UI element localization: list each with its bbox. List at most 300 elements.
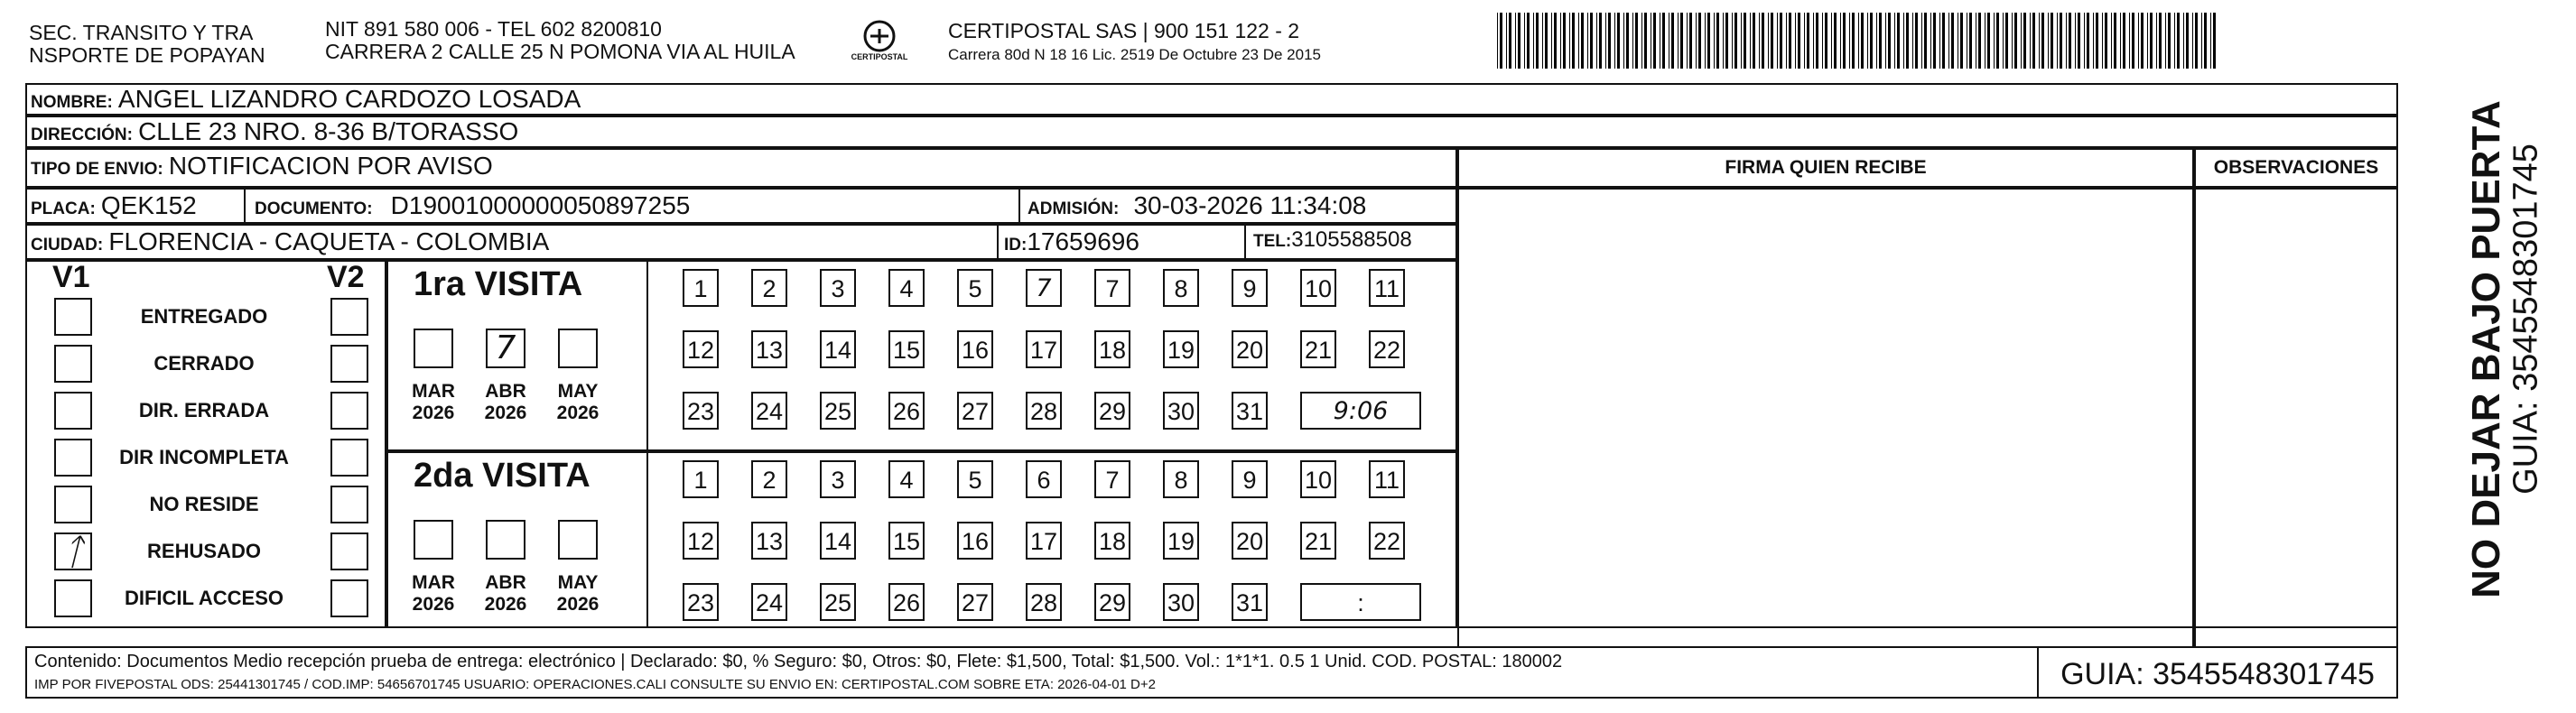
- barcode-bar: [1497, 13, 1498, 69]
- barcode-bar: [2039, 13, 2040, 69]
- barcode-bar: [1551, 13, 1552, 69]
- day-box[interactable]: 21: [1300, 522, 1336, 560]
- barcode-bar: [1641, 13, 1642, 69]
- barcode-bar: [1723, 13, 1724, 69]
- barcode-bar: [1569, 13, 1570, 69]
- certipostal-logo: [843, 16, 916, 70]
- doc-field: [255, 191, 690, 220]
- carrier-line: CERTIPOSTAL SAS | 900 151 122 - 2: [948, 19, 1300, 42]
- barcode-bar: [1500, 13, 1502, 69]
- barcode-bar: [1978, 13, 1981, 69]
- day-box[interactable]: 2: [751, 460, 787, 498]
- barcode-bar: [1744, 13, 1746, 69]
- barcode-bar: [1888, 13, 1891, 69]
- barcode-bar: [2168, 13, 2171, 69]
- barcode-bar: [1807, 13, 1809, 69]
- v1-checkbox[interactable]: [54, 392, 92, 430]
- barcode-bar: [1536, 13, 1539, 69]
- barcode-bar: [1822, 13, 1823, 69]
- month-name: ABR: [485, 381, 526, 402]
- barcode-bar: [1861, 13, 1864, 69]
- day-box[interactable]: 17: [1026, 330, 1062, 368]
- plate-field: [31, 191, 197, 220]
- barcode-bar: [1705, 13, 1706, 69]
- day-box[interactable]: 22: [1369, 330, 1405, 368]
- day-box[interactable]: 21: [1300, 330, 1336, 368]
- barcode-bar: [1506, 13, 1507, 69]
- v2-checkbox[interactable]: [330, 392, 368, 430]
- address-field: [31, 117, 518, 146]
- status-label: DIR. ERRADA: [138, 399, 270, 421]
- day-box[interactable]: 25: [820, 392, 856, 430]
- barcode-bar: [1795, 13, 1796, 69]
- sender-contact: [325, 18, 795, 63]
- barcode-bar: [2111, 13, 2112, 69]
- barcode-bar: [1876, 13, 1877, 69]
- barcode-bar: [1885, 13, 1886, 69]
- sender-name: [29, 22, 265, 67]
- v2-checkbox[interactable]: [330, 486, 368, 523]
- status-label: DIFICIL ACCESO: [124, 587, 284, 609]
- barcode-bar: [2030, 13, 2031, 69]
- barcode-bar: [2105, 13, 2107, 69]
- barcode-bar: [1771, 13, 1773, 69]
- day-box[interactable]: 28: [1026, 392, 1062, 430]
- month-year: 2026: [556, 594, 600, 615]
- barcode-bar: [1852, 13, 1855, 69]
- day-box[interactable]: 7: [1026, 269, 1062, 307]
- barcode-bar: [1750, 13, 1751, 69]
- barcode-bar: [1786, 13, 1787, 69]
- doc-label: DOCUMENTO:: [255, 199, 373, 218]
- footer-guia: GUIA: 3545548301745: [2060, 657, 2375, 691]
- day-box[interactable]: 20: [1232, 522, 1268, 560]
- day-box[interactable]: 23: [683, 392, 719, 430]
- barcode-bar: [1912, 13, 1913, 69]
- barcode-bar: [1951, 13, 1954, 69]
- month-checkbox[interactable]: [558, 520, 598, 560]
- barcode-bar: [2129, 13, 2130, 69]
- barcode-bar: [1732, 13, 1733, 69]
- month-year: 2026: [556, 403, 600, 423]
- month-year: 2026: [412, 594, 455, 615]
- barcode-bar: [1527, 13, 1530, 69]
- month-label: [551, 381, 605, 424]
- barcode-bar: [1587, 13, 1588, 69]
- day-box[interactable]: 17: [1026, 522, 1062, 560]
- barcode-bar: [1572, 13, 1575, 69]
- barcode-bar: [1632, 13, 1633, 69]
- day-box[interactable]: 7: [1094, 460, 1130, 498]
- barcode-bar: [2150, 13, 2153, 69]
- day-box[interactable]: 18: [1094, 330, 1130, 368]
- barcode-bar: [1924, 13, 1927, 69]
- day-box[interactable]: 18: [1094, 522, 1130, 560]
- v2-checkbox[interactable]: [330, 298, 368, 336]
- barcode-bar: [2138, 13, 2139, 69]
- day-box[interactable]: 19: [1163, 522, 1199, 560]
- name-field: [31, 85, 581, 114]
- footer-content: Contenido: Documentos Medio recepción prueba de entrega: electrónico | Declarado: $0, % Seguro: $0, Otros: $0, Flete: $1,500, Total: $1,500. Vol.: 1*1*1. 0.5 1 Unid. COD. POSTAL: 180002: [34, 652, 1563, 671]
- day-box[interactable]: 29: [1094, 583, 1130, 621]
- status-label: ENTREGADO: [140, 305, 268, 328]
- doc-value: D19001000000050897255: [390, 191, 691, 219]
- day-box[interactable]: 30: [1163, 583, 1199, 621]
- v2-checkbox[interactable]: [330, 439, 368, 477]
- day-box[interactable]: 11: [1369, 460, 1405, 498]
- barcode-bar: [2132, 13, 2134, 69]
- barcode-bar: [2014, 13, 2017, 69]
- signature-area[interactable]: [1457, 188, 2194, 646]
- barcode-bar: [2114, 13, 2116, 69]
- barcode-bar: [1687, 13, 1688, 69]
- day-box[interactable]: 3: [820, 460, 856, 498]
- address-label: DIRECCIÓN:: [31, 125, 133, 144]
- month-name: MAR: [412, 572, 455, 593]
- barcode-bar: [1915, 13, 1918, 69]
- barcode-bar: [2060, 13, 2062, 69]
- day-box[interactable]: 24: [751, 392, 787, 430]
- day-box[interactable]: 4: [888, 269, 925, 307]
- barcode-bar: [1825, 13, 1827, 69]
- day-box[interactable]: 5: [957, 460, 993, 498]
- name-label: NOMBRE:: [31, 93, 113, 112]
- side-note: [2409, 83, 2571, 628]
- barcode-bar: [1542, 13, 1543, 69]
- barcode-bar: [1894, 13, 1895, 69]
- signature-header: FIRMA QUIEN RECIBE: [1725, 157, 1927, 178]
- logo-icon: [843, 16, 916, 70]
- day-box[interactable]: 30: [1163, 392, 1199, 430]
- barcode-bar: [2003, 13, 2004, 69]
- day-box[interactable]: 2: [751, 269, 787, 307]
- day-box[interactable]: 13: [751, 330, 787, 368]
- month-year: 2026: [484, 403, 527, 423]
- barcode-bar: [1933, 13, 1936, 69]
- barcode-bar: [2186, 13, 2189, 69]
- barcode-bar: [2096, 13, 2098, 69]
- barcode-bar: [2141, 13, 2144, 69]
- barcode-bar: [1867, 13, 1868, 69]
- day-box[interactable]: 31: [1232, 583, 1268, 621]
- barcode-bar: [2069, 13, 2071, 69]
- barcode-bar: [1696, 13, 1697, 69]
- month-name: MAR: [412, 381, 455, 402]
- day-box[interactable]: 1: [683, 460, 719, 498]
- v2-checkbox[interactable]: [330, 532, 368, 570]
- city-value: FLORENCIA - CAQUETA - COLOMBIA: [108, 227, 550, 255]
- status-label: DIR INCOMPLETA: [119, 446, 289, 468]
- barcode-bar: [1689, 13, 1692, 69]
- month-label: [406, 572, 460, 616]
- v2-checkbox[interactable]: [330, 579, 368, 617]
- v2-checkbox[interactable]: [330, 345, 368, 383]
- name-value: ANGEL LIZANDRO CARDOZO LOSADA: [117, 85, 581, 113]
- day-box[interactable]: 28: [1026, 583, 1062, 621]
- day-box[interactable]: 9: [1232, 269, 1268, 307]
- day-box[interactable]: 19: [1163, 330, 1199, 368]
- month-checkbox[interactable]: [486, 520, 525, 560]
- id-field: [1004, 227, 1139, 256]
- day-box[interactable]: 9: [1232, 460, 1268, 498]
- barcode-bar: [1596, 13, 1597, 69]
- day-box[interactable]: 16: [957, 522, 993, 560]
- barcode-bar: [2159, 13, 2162, 69]
- barcode-bar: [1858, 13, 1859, 69]
- barcode-bar: [1581, 13, 1584, 69]
- id-label: ID:: [1004, 236, 1028, 255]
- month-label: [479, 381, 533, 424]
- barcode-bar: [2195, 13, 2198, 69]
- carrier-sub: Carrera 80d N 18 16 Lic. 2519 De Octubre 23 De 2015: [948, 46, 1321, 63]
- barcode-icon: [1497, 13, 2219, 69]
- sender-line-2: NSPORTE DE POPAYAN: [29, 43, 265, 67]
- barcode-bar: [2213, 13, 2216, 69]
- barcode-bar: [2021, 13, 2022, 69]
- barcode-bar: [1653, 13, 1656, 69]
- day-box[interactable]: 16: [957, 330, 993, 368]
- barcode-bar: [2102, 13, 2103, 69]
- barcode-bar: [1816, 13, 1818, 69]
- barcode-bar: [1768, 13, 1769, 69]
- barcode-bar: [1921, 13, 1922, 69]
- barcode-bar: [1623, 13, 1624, 69]
- barcode-bar: [1777, 13, 1778, 69]
- v1-checkbox[interactable]: [54, 486, 92, 523]
- tel-label: TEL:: [1253, 232, 1292, 251]
- month-name: ABR: [485, 572, 526, 593]
- barcode-bar: [1969, 13, 1972, 69]
- city-label: CIUDAD:: [31, 236, 104, 255]
- day-box[interactable]: 20: [1232, 330, 1268, 368]
- barcode-bar: [2210, 13, 2211, 69]
- barcode-bar: [2183, 13, 2184, 69]
- day-box[interactable]: 15: [888, 330, 925, 368]
- day-box[interactable]: 8: [1163, 269, 1199, 307]
- barcode-bar: [2048, 13, 2049, 69]
- barcode-bar: [1599, 13, 1602, 69]
- barcode-bar: [1524, 13, 1525, 69]
- day-box[interactable]: 29: [1094, 392, 1130, 430]
- day-box[interactable]: 27: [957, 392, 993, 430]
- barcode-bar: [1843, 13, 1846, 69]
- barcode-bar: [1626, 13, 1629, 69]
- barcode: [1497, 13, 2219, 69]
- barcode-bar: [1533, 13, 1534, 69]
- month-name: MAY: [557, 381, 599, 402]
- barcode-bar: [2093, 13, 2094, 69]
- barcode-bar: [2023, 13, 2026, 69]
- barcode-bar: [1725, 13, 1728, 69]
- v1-checkbox[interactable]: [54, 532, 92, 573]
- barcode-bar: [1716, 13, 1719, 69]
- barcode-bar: [1678, 13, 1679, 69]
- day-box[interactable]: 26: [888, 583, 925, 621]
- carrier-info: [948, 20, 1321, 64]
- barcode-bar: [1849, 13, 1850, 69]
- status-label: REHUSADO: [147, 540, 261, 562]
- month-year: 2026: [484, 594, 527, 615]
- day-box[interactable]: 11: [1369, 269, 1405, 307]
- barcode-bar: [1762, 13, 1764, 69]
- barcode-bar: [2075, 13, 2076, 69]
- barcode-bar: [1939, 13, 1940, 69]
- type-value: NOTIFICACION POR AVISO: [168, 152, 493, 180]
- barcode-bar: [1614, 13, 1615, 69]
- v1-checkbox[interactable]: [54, 298, 92, 336]
- barcode-bar: [2005, 13, 2008, 69]
- barcode-bar: [1948, 13, 1949, 69]
- barcode-bar: [1798, 13, 1800, 69]
- v1-checkbox[interactable]: [54, 579, 92, 617]
- day-box[interactable]: 1: [683, 269, 719, 307]
- barcode-bar: [1804, 13, 1805, 69]
- month-checkbox[interactable]: [558, 329, 598, 368]
- barcode-bar: [1831, 13, 1832, 69]
- barcode-bar: [1741, 13, 1742, 69]
- plate-label: PLACA:: [31, 199, 96, 218]
- observations-header: OBSERVACIONES: [2213, 157, 2379, 178]
- day-box[interactable]: 14: [820, 330, 856, 368]
- admission-label: ADMISIÓN:: [1028, 199, 1120, 218]
- month-label: [479, 572, 533, 616]
- day-box[interactable]: 12: [683, 522, 719, 560]
- barcode-bar: [2156, 13, 2157, 69]
- address-value: CLLE 23 NRO. 8-36 B/TORASSO: [138, 117, 519, 145]
- barcode-bar: [2120, 13, 2121, 69]
- month-checkbox[interactable]: 7: [486, 329, 525, 368]
- day-box[interactable]: 25: [820, 583, 856, 621]
- barcode-bar: [1605, 13, 1606, 69]
- barcode-bar: [1560, 13, 1561, 69]
- month-name: MAY: [557, 572, 599, 593]
- day-box[interactable]: 23: [683, 583, 719, 621]
- day-box[interactable]: 27: [957, 583, 993, 621]
- barcode-bar: [1906, 13, 1909, 69]
- day-box[interactable]: 31: [1232, 392, 1268, 430]
- barcode-bar: [1662, 13, 1665, 69]
- barcode-bar: [1714, 13, 1715, 69]
- id-value: 17659696: [1027, 227, 1139, 255]
- barcode-bar: [2012, 13, 2013, 69]
- month-year: 2026: [412, 403, 455, 423]
- barcode-bar: [1509, 13, 1511, 69]
- barcode-bar: [1759, 13, 1760, 69]
- barcode-bar: [1879, 13, 1882, 69]
- barcode-bar: [1563, 13, 1566, 69]
- day-box[interactable]: 5: [957, 269, 993, 307]
- day-box[interactable]: 12: [683, 330, 719, 368]
- time-box[interactable]: 9:06: [1300, 392, 1421, 430]
- day-box[interactable]: 6: [1026, 460, 1062, 498]
- barcode-bar: [2201, 13, 2202, 69]
- day-box[interactable]: 26: [888, 392, 925, 430]
- barcode-bar: [1671, 13, 1674, 69]
- barcode-bar: [2041, 13, 2044, 69]
- barcode-bar: [1554, 13, 1557, 69]
- barcode-bar: [1960, 13, 1963, 69]
- type-label: TIPO DE ENVIO:: [31, 160, 163, 179]
- barcode-bar: [1590, 13, 1593, 69]
- barcode-bar: [1617, 13, 1620, 69]
- barcode-bar: [2174, 13, 2175, 69]
- day-box[interactable]: 24: [751, 583, 787, 621]
- day-box[interactable]: 14: [820, 522, 856, 560]
- side-no-dejar: NO DEJAR BAJO PUERTA: [2464, 100, 2508, 598]
- barcode-bar: [2165, 13, 2166, 69]
- barcode-bar: [1707, 13, 1710, 69]
- barcode-bar: [2147, 13, 2148, 69]
- barcode-bar: [1608, 13, 1611, 69]
- barcode-bar: [2032, 13, 2035, 69]
- v1-checkbox[interactable]: [54, 345, 92, 383]
- visit-2-title: 2da VISITA: [414, 457, 591, 495]
- barcode-bar: [2078, 13, 2080, 69]
- day-box[interactable]: 10: [1300, 269, 1336, 307]
- month-checkbox[interactable]: [414, 329, 453, 368]
- barcode-bar: [2123, 13, 2125, 69]
- plate-value: QEK152: [100, 191, 197, 219]
- barcode-bar: [1903, 13, 1904, 69]
- city-field: [31, 227, 549, 256]
- month-checkbox[interactable]: [414, 520, 453, 560]
- barcode-bar: [1698, 13, 1701, 69]
- barcode-bar: [2051, 13, 2053, 69]
- day-box[interactable]: 10: [1300, 460, 1336, 498]
- barcode-bar: [1680, 13, 1683, 69]
- type-field: [31, 152, 493, 181]
- barcode-bar: [1734, 13, 1737, 69]
- day-box[interactable]: 4: [888, 460, 925, 498]
- barcode-bar: [2192, 13, 2193, 69]
- barcode-bar: [1578, 13, 1579, 69]
- v1-hand-mark: ᛏ: [62, 532, 84, 573]
- barcode-bar: [2057, 13, 2058, 69]
- barcode-bar: [1996, 13, 1999, 69]
- barcode-bar: [2066, 13, 2067, 69]
- barcode-bar: [1635, 13, 1638, 69]
- month-label: [406, 381, 460, 424]
- v1-label: V1: [52, 260, 90, 294]
- status-label: NO RESIDE: [149, 493, 259, 515]
- barcode-bar: [2084, 13, 2085, 69]
- logo-text: CERTIPOSTAL: [851, 52, 908, 61]
- barcode-bar: [1515, 13, 1516, 69]
- barcode-bar: [1789, 13, 1791, 69]
- day-box[interactable]: 7: [1094, 269, 1130, 307]
- barcode-bar: [1987, 13, 1990, 69]
- barcode-bar: [1518, 13, 1520, 69]
- day-box[interactable]: 13: [751, 522, 787, 560]
- barcode-bar: [1834, 13, 1837, 69]
- v2-label: V2: [327, 260, 365, 294]
- time-box[interactable]: :: [1300, 583, 1421, 621]
- observations-area[interactable]: [2194, 188, 2398, 646]
- barcode-bar: [2087, 13, 2089, 69]
- side-guia: GUIA: 3545548301745: [2506, 144, 2545, 495]
- day-box[interactable]: 8: [1163, 460, 1199, 498]
- day-box[interactable]: 3: [820, 269, 856, 307]
- month-label: [551, 572, 605, 616]
- barcode-bar: [2177, 13, 2180, 69]
- day-box[interactable]: 15: [888, 522, 925, 560]
- v1-checkbox[interactable]: [54, 439, 92, 477]
- footer-imp: IMP POR FIVEPOSTAL ODS: 25441301745 / COD.IMP: 54656701745 USUARIO: OPERACIONES.CALI CONSULTE SU ENVIO EN: CERTIPOSTAL.COM SOBRE ETA: 2026-04-01 D+2: [34, 677, 1156, 692]
- barcode-bar: [2204, 13, 2207, 69]
- day-box[interactable]: 22: [1369, 522, 1405, 560]
- barcode-bar: [1644, 13, 1647, 69]
- tel-field: [1253, 227, 1412, 253]
